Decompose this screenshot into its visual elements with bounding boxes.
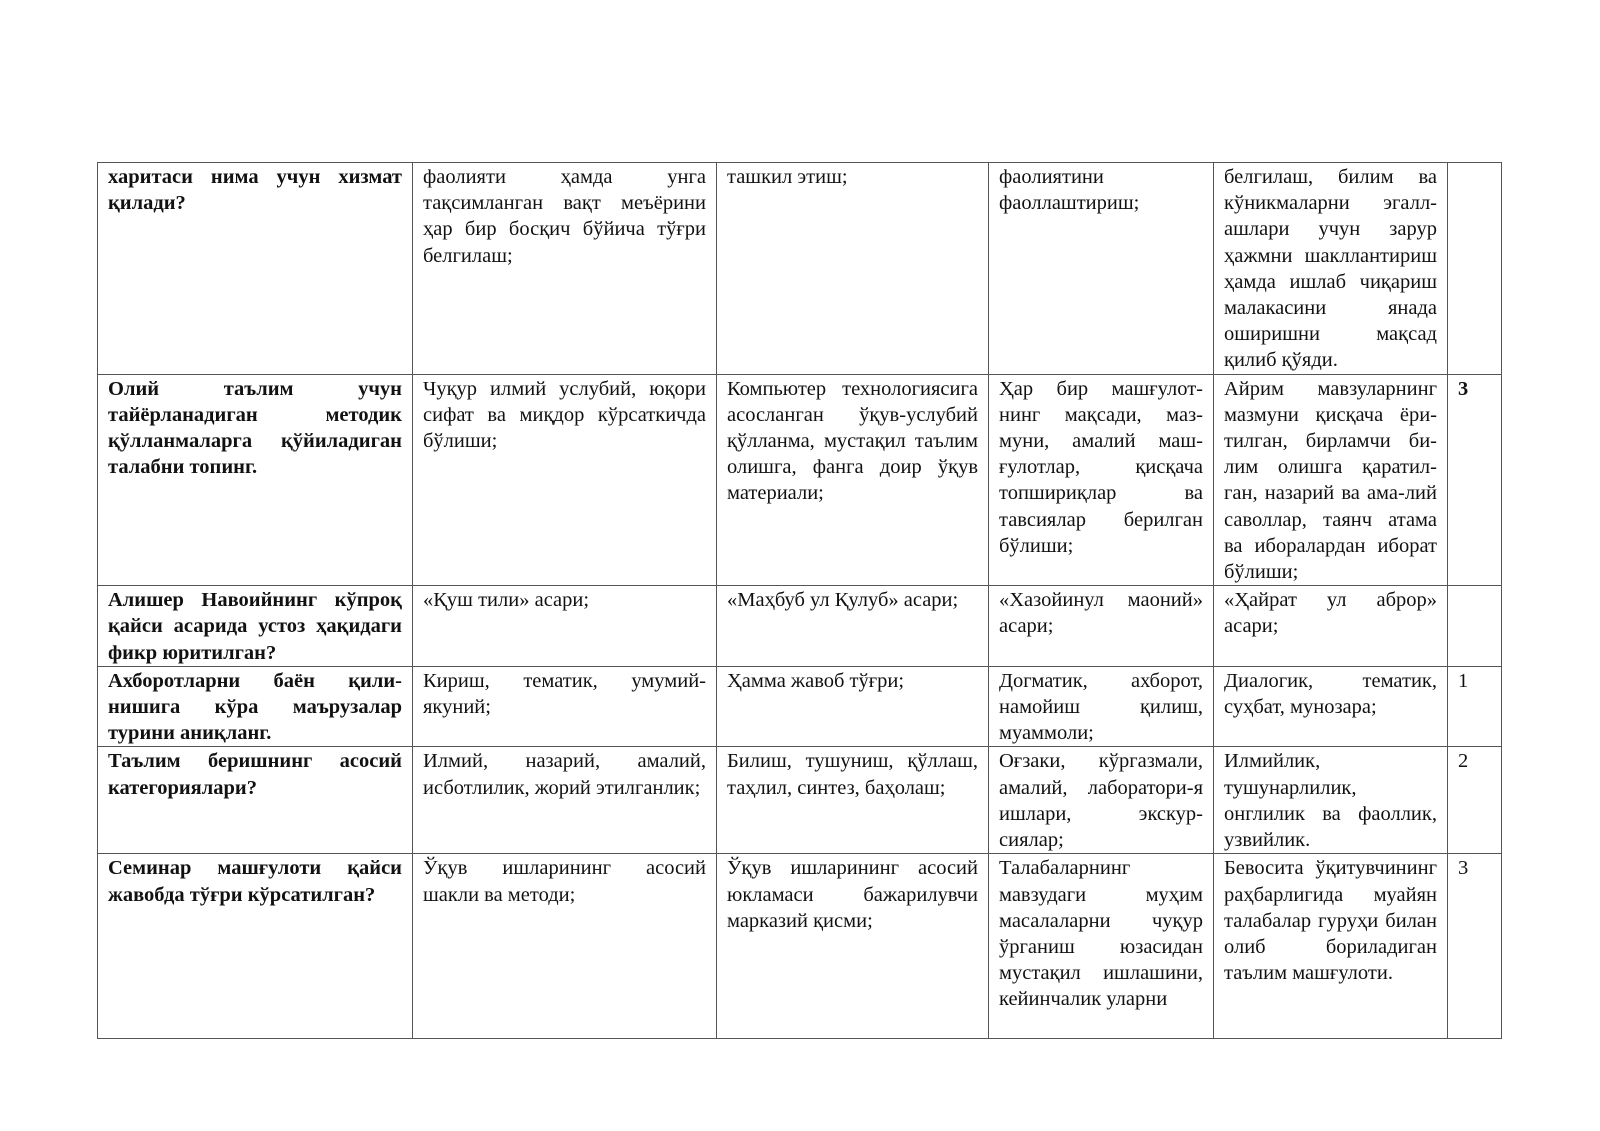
answer-cell: 3: [1448, 854, 1502, 1039]
option-cell-d: «Ҳайрат ул аброр» асари;: [1214, 586, 1448, 667]
option-cell-d: Бевосита ўқитувчининг раҳбарлигида муайян талабалар гуруҳи билан олиб бориладиган таълим машғулоти.: [1214, 854, 1448, 1039]
option-cell-c: фаолиятини фаоллаштириш;: [989, 163, 1214, 375]
question-cell: Семинар машғулоти қайси жавобда тўғри кўрсатилган?: [98, 854, 413, 1039]
table-row: [98, 163, 1502, 375]
option-cell-a: Илмий, назарий, амалий, исботлилик, жорий этилганлик;: [413, 747, 717, 854]
table-row: [98, 666, 1502, 747]
question-cell: Ахборотларни баён қили-нишига кўра маърузалар турини аниқланг.: [98, 666, 413, 747]
option-cell-b: Ҳамма жавоб тўғри;: [717, 666, 989, 747]
option-cell-a: Чуқур илмий услубий, юқори сифат ва миқдор кўрсаткичда бўлиши;: [413, 374, 717, 586]
option-cell-b: Билиш, тушуниш, қўллаш, таҳлил, синтез, баҳолаш;: [717, 747, 989, 854]
question-cell: Таълим беришнинг асосий категориялари?: [98, 747, 413, 854]
option-cell-d: белгилаш, билим ва кўникмаларни эгалл-ашлари учун зарур ҳажмни шакллантириш ҳамда ишлаб чиқариш малакасини янада оширишни мақсад қилиб қўяди.: [1214, 163, 1448, 375]
option-cell-b: Компьютер технологиясига асосланган ўқув-услубий қўлланма, мустақил таълим олишга, фанга доир ўқув материали;: [717, 374, 989, 586]
option-cell-c: Талабаларнинг мавзудаги муҳим масалаларни чуқур ўрганиш юзасидан мустақил ишлашини, кейинчалик уларни: [989, 854, 1214, 1039]
option-cell-a: «Қуш тили» асари;: [413, 586, 717, 667]
table-row: [98, 374, 1502, 586]
answer-cell: 1: [1448, 666, 1502, 747]
option-cell-d: Айрим мавзуларнинг мазмуни қисқача ёри-тилган, бирламчи би-лим олишга қаратил-ган, назарий ва ама-лий саволлар, таянч атама ва иборалардан иборат бўлиши;: [1214, 374, 1448, 586]
answer-cell: 2: [1448, 747, 1502, 854]
option-cell-a: Кириш, тематик, умумий-якуний;: [413, 666, 717, 747]
option-cell-d: Диалогик, тематик, суҳбат, мунозара;: [1214, 666, 1448, 747]
answer-cell: 3: [1448, 374, 1502, 586]
option-cell-c: Оғзаки, кўргазмали, амалий, лаборатори-я ишлари, экскур-сиялар;: [989, 747, 1214, 854]
questions-table: [97, 162, 1502, 1039]
option-cell-d: Илмийлик, тушунарлилик, онглилик ва фаоллик, узвийлик.: [1214, 747, 1448, 854]
question-cell: Алишер Навоийнинг кўпроқ қайси асарида устоз ҳақидаги фикр юритилган?: [98, 586, 413, 667]
answer-cell: [1448, 586, 1502, 667]
option-cell-a: Ўқув ишларининг асосий шакли ва методи;: [413, 854, 717, 1039]
option-cell-c: «Хазойинул маоний» асари;: [989, 586, 1214, 667]
table-row: [98, 747, 1502, 854]
question-cell: Олий таълим учун тайёрланадиган методик қўлланмаларга қўйиладиган талабни топинг.: [98, 374, 413, 586]
answer-cell: [1448, 163, 1502, 375]
option-cell-c: Ҳар бир машғулот-нинг мақсади, маз-муни, амалий маш-ғулотлар, қисқача топшириқлар ва тавсиялар берилган бўлиши;: [989, 374, 1214, 586]
option-cell-b: «Маҳбуб ул Қулуб» асари;: [717, 586, 989, 667]
question-cell: харитаси нима учун хизмат қилади?: [98, 163, 413, 375]
option-cell-b: Ўқув ишларининг асосий юкламаси бажарилувчи марказий қисми;: [717, 854, 989, 1039]
option-cell-a: фаолияти ҳамда унга тақсимланган вақт меъёрини ҳар бир босқич бўйича тўғри белгилаш;: [413, 163, 717, 375]
table-row: [98, 854, 1502, 1039]
option-cell-c: Догматик, ахборот, намойиш қилиш, муаммоли;: [989, 666, 1214, 747]
option-cell-b: ташкил этиш;: [717, 163, 989, 375]
table-row: [98, 586, 1502, 667]
